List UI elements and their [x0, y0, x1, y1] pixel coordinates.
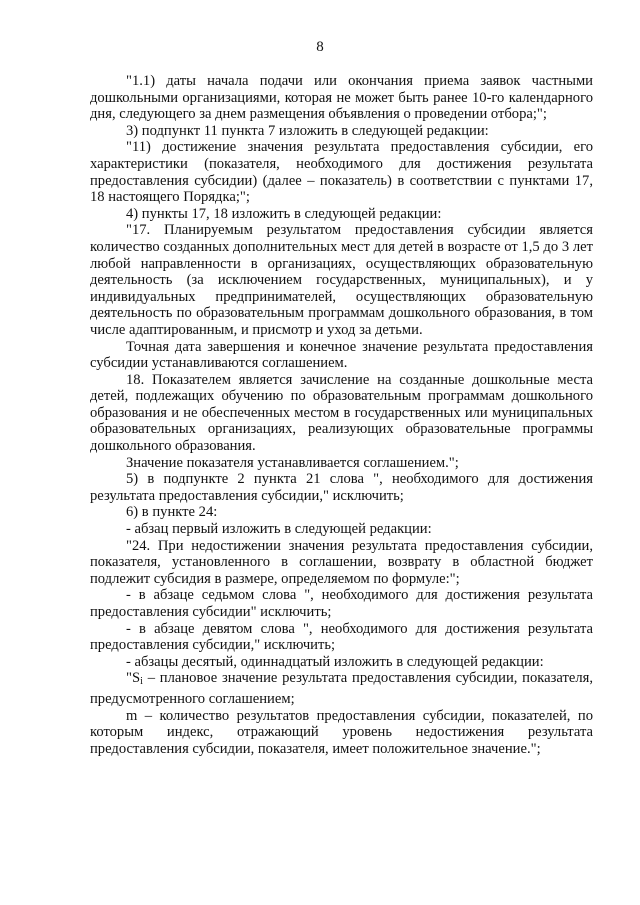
formula-subscript: i — [140, 676, 143, 688]
paragraph: "1.1) даты начала подачи или окончания приема заявок частными дошкольными организациями, которая не может быть ранее 10-го календарного дня, следующего за днем размещения объявления о проведении отбора;"; — [90, 73, 593, 123]
paragraph: - абзац первый изложить в следующей редакции: — [126, 521, 432, 538]
paragraph: "24. При недостижении значения результата предоставления субсидии, показателя, установленного в соглашении, возврату в областной бюджет подлежит субсидия в размере, определяемом по формуле:"; — [90, 537, 593, 587]
paragraph: - в абзаце седьмом слова ", необходимого для достижения результата предоставления субсидии" исключить; — [90, 587, 593, 620]
formula-definition-m: m – количество результатов предоставления субсидии, показателей, по которым индекс, отражающий уровень недостижения результата предоставления субсидии, показателя, имеет положительное значение."; — [90, 707, 593, 757]
paragraph: "17. Планируемым результатом предоставления субсидии является количество созданных дополнительных мест для детей в возрасте от 1,5 до 3 лет любой направленности в организациях, осуществляющих образовательную деятельность (за исключением государственных, муниципальных), и у индивидуальных предпринимателей, осуществляющих образовательную деятельность по образовательным программам дошкольного образования, в том числе адаптированным, и присмотр и уход за детьми. — [90, 222, 593, 338]
paragraph: 5) в подпункте 2 пункта 21 слова ", необходимого для достижения результата предоставления субсидии," исключить; — [90, 471, 593, 504]
paragraph: - абзацы десятый, одиннадцатый изложить в следующей редакции: — [126, 653, 544, 670]
paragraph: 3) подпункт 11 пункта 7 изложить в следующей редакции: — [126, 122, 489, 139]
paragraph: 18. Показателем является зачисление на созданные дошкольные места детей, подлежащих обучению по образовательным программам дошкольного образования и не обеспеченных местом в государственных или муниципальных образовательных организациях, реализующих образовательные программы дошкольного образования. — [90, 371, 593, 455]
formula-symbol: "S — [126, 670, 141, 687]
paragraph: 6) в пункте 24: — [126, 504, 218, 521]
paragraph: - в абзаце девятом слова ", необходимого для достижения результата предоставления субсидии," исключить; — [90, 620, 593, 654]
paragraph: "11) достижение значения результата предоставления субсидии, его характеристики (показателя, необходимого для достижения результата предоставления субсидии) (далее – показатель) в соответствии с пунктами 17, 18 настоящего Порядка;"; — [90, 139, 593, 206]
formula-definition-si — [90, 670, 593, 707]
paragraph: Точная дата завершения и конечное значение результата предоставления субсидии устанавливаются соглашением. — [90, 338, 593, 372]
document-body — [90, 73, 593, 757]
formula-definition-text: – плановое значение результата предоставления субсидии, показателя, предусмотренного соглашением; — [90, 670, 593, 707]
paragraph: 4) пункты 17, 18 изложить в следующей редакции: — [126, 205, 442, 222]
paragraph: Значение показателя устанавливается соглашением."; — [126, 454, 459, 471]
page-number: 8 — [316, 39, 324, 55]
